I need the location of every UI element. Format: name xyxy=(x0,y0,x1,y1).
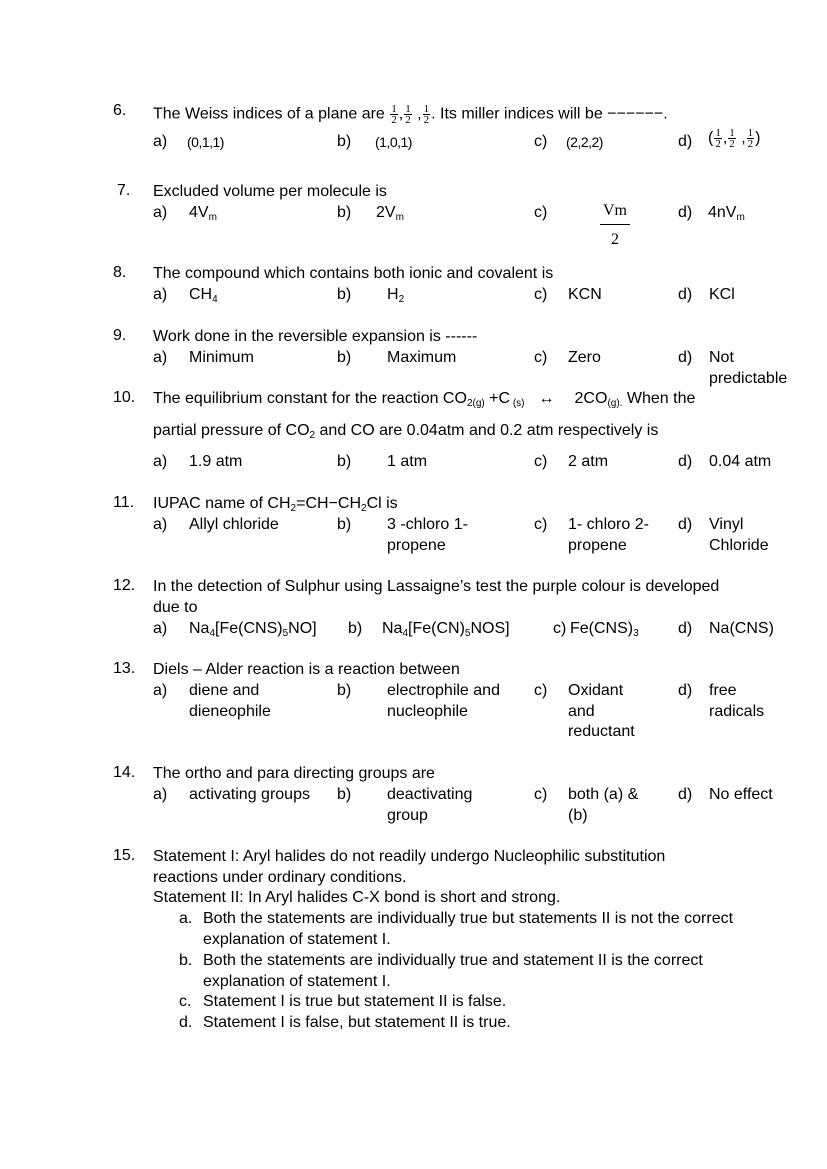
question-number: 15. xyxy=(113,847,136,864)
fraction: $\frac{1}{2}$ xyxy=(405,103,411,126)
question-text: The equilibrium constant for the reaction $CO_{2(g)} +C$ $_{(s)}$ ↔ $2CO_{(g).}$ When the xyxy=(153,390,696,409)
question-number: 13. xyxy=(113,660,136,677)
question-number: 9. xyxy=(113,327,127,344)
question-number: 6. xyxy=(113,102,127,119)
equilibrium-arrow: ↔ xyxy=(538,390,555,407)
question-text: The compound which contains both ionic and covalent is xyxy=(153,265,554,282)
question-number: 8. xyxy=(113,264,127,281)
question-number: 12. xyxy=(113,577,136,594)
vm-fraction: Vm 2 xyxy=(600,200,630,251)
question-text: The Weiss indices of a plane are $\frac{1}{2}$ , $\frac{1}{2}$ , $\frac{1}{2}$ . Its miller indices will be −−−−−−. xyxy=(153,103,668,126)
question-text: IUPAC name of $CH_2=CH-CH_2Cl$ is xyxy=(153,495,398,514)
question-number: 10. xyxy=(113,389,136,406)
fraction: $\frac{1}{2}$ xyxy=(423,103,430,126)
question-text: Work done in the reversible expansion is ------ xyxy=(153,328,478,345)
fraction-triplet: ( $\frac{1}{2}$ , $\frac{1}{2}$ , $\frac{1}{2}$ ) xyxy=(708,127,761,150)
question-text: The ortho and para directing groups are xyxy=(153,765,435,782)
question-text: Statement I: Aryl halides do not readily undergo Nucleophilic substitution reactions under ordinary conditions. Statement II: In Aryl halides C-X bond is short and strong. xyxy=(153,848,666,906)
question-number: 14. xyxy=(113,764,136,781)
question-text-line2: partial pressure of $CO_2$ and CO are 0.04atm and 0.2 atm respectively is xyxy=(153,422,659,441)
statement-2: Statement II: In Aryl halides C-X bond is short and strong. xyxy=(153,889,561,906)
question-text: Diels – Alder reaction is a reaction between xyxy=(153,661,460,678)
question-text: Excluded volume per molecule is xyxy=(153,183,387,200)
statement-1: Statement I: Aryl halides do not readily undergo Nucleophilic substitution xyxy=(153,848,666,865)
question-text: In the detection of Sulphur using Lassaigne’s test the purple colour is developed due to xyxy=(153,578,720,616)
fraction: $\frac{1}{2}$ xyxy=(391,103,397,126)
question-number: 7. xyxy=(117,182,131,199)
question-number: 11. xyxy=(113,494,135,511)
